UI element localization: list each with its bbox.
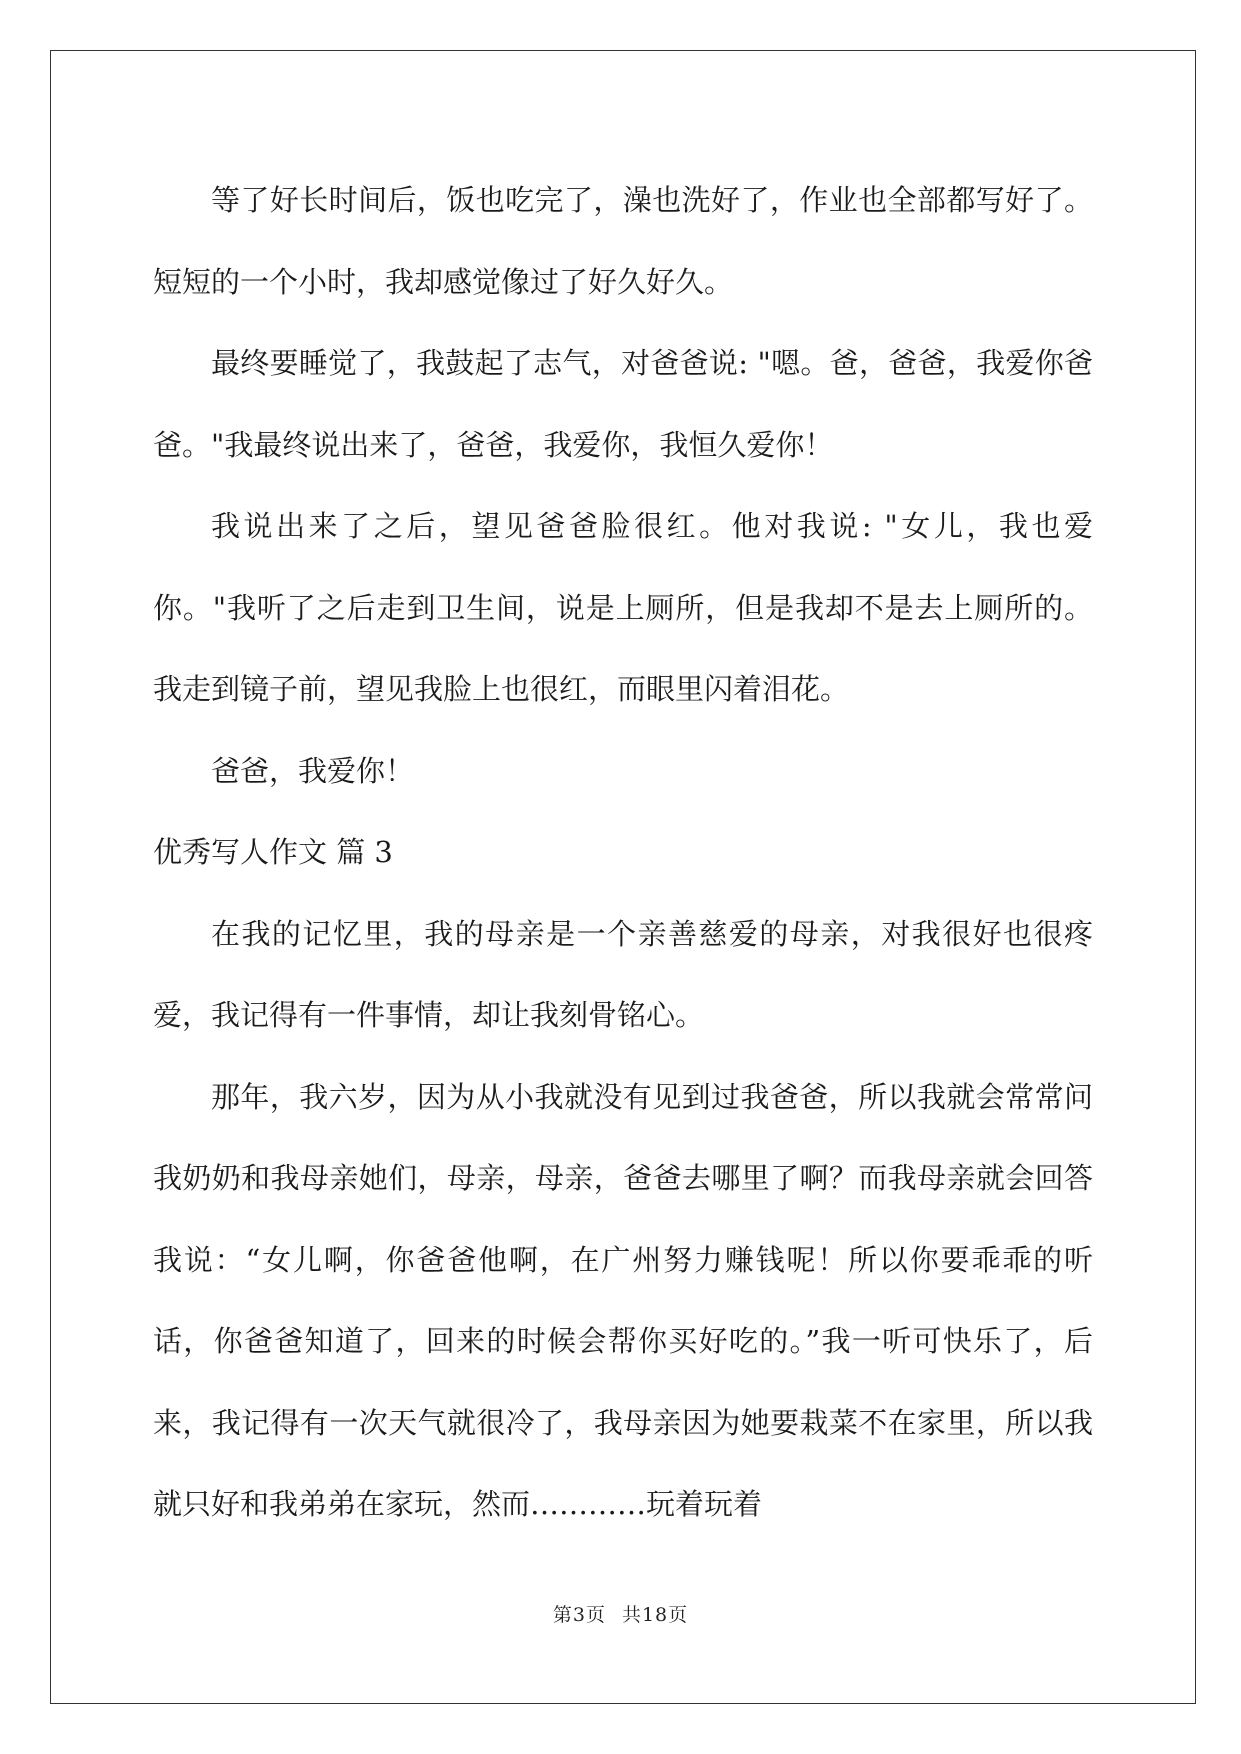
page-number: 第3页	[552, 1604, 606, 1626]
paragraph-5: 在我的记忆里，我的母亲是一个亲善慈爱的母亲，对我很好也很疼爱，我记得有一件事情，却让我刻骨铭心。	[153, 916, 1093, 1032]
paragraph-1: 等了好长时间后，饭也吃完了，澡也洗好了，作业也全部都写好了。短短的一个小时，我却感觉像过了好久好久。	[153, 183, 1093, 299]
page-footer	[0, 1600, 1241, 1627]
page-total: 共18页	[621, 1604, 689, 1626]
section-heading: 优秀写人作文 篇 3	[153, 835, 393, 869]
document-body	[153, 160, 1093, 1546]
paragraph-2: 最终要睡觉了，我鼓起了志气，对爸爸说: "嗯。爸，爸爸，我爱你爸爸。"我最终说出来了，爸爸，我爱你，我恒久爱你！	[153, 346, 1093, 462]
paragraph-4: 爸爸，我爱你！	[211, 753, 415, 788]
paragraph-3: 我说出来了之后，望见爸爸脸很红。他对我说: "女儿，我也爱你。"我听了之后走到卫生间，说是上厕所，但是我却不是去上厕所的。我走到镜子前，望见我脸上也很红，而眼里闪着泪花。	[153, 509, 1093, 706]
paragraph-6: 那年，我六岁，因为从小我就没有见到过我爸爸，所以我就会常常问我奶奶和我母亲她们，母亲，母亲，爸爸去哪里了啊？而我母亲就会回答我说：“女儿啊，你爸爸他啊，在广州努力赚钱呢！所以你要乖乖的听话，你爸爸知道了，回来的时候会帮你买好吃的。”我一听可快乐了，后来，我记得有一次天气就很冷了，我母亲因为她要栽菜不在家里，所以我就只好和我弟弟在家玩，然而…………玩着玩着	[153, 1079, 1093, 1521]
